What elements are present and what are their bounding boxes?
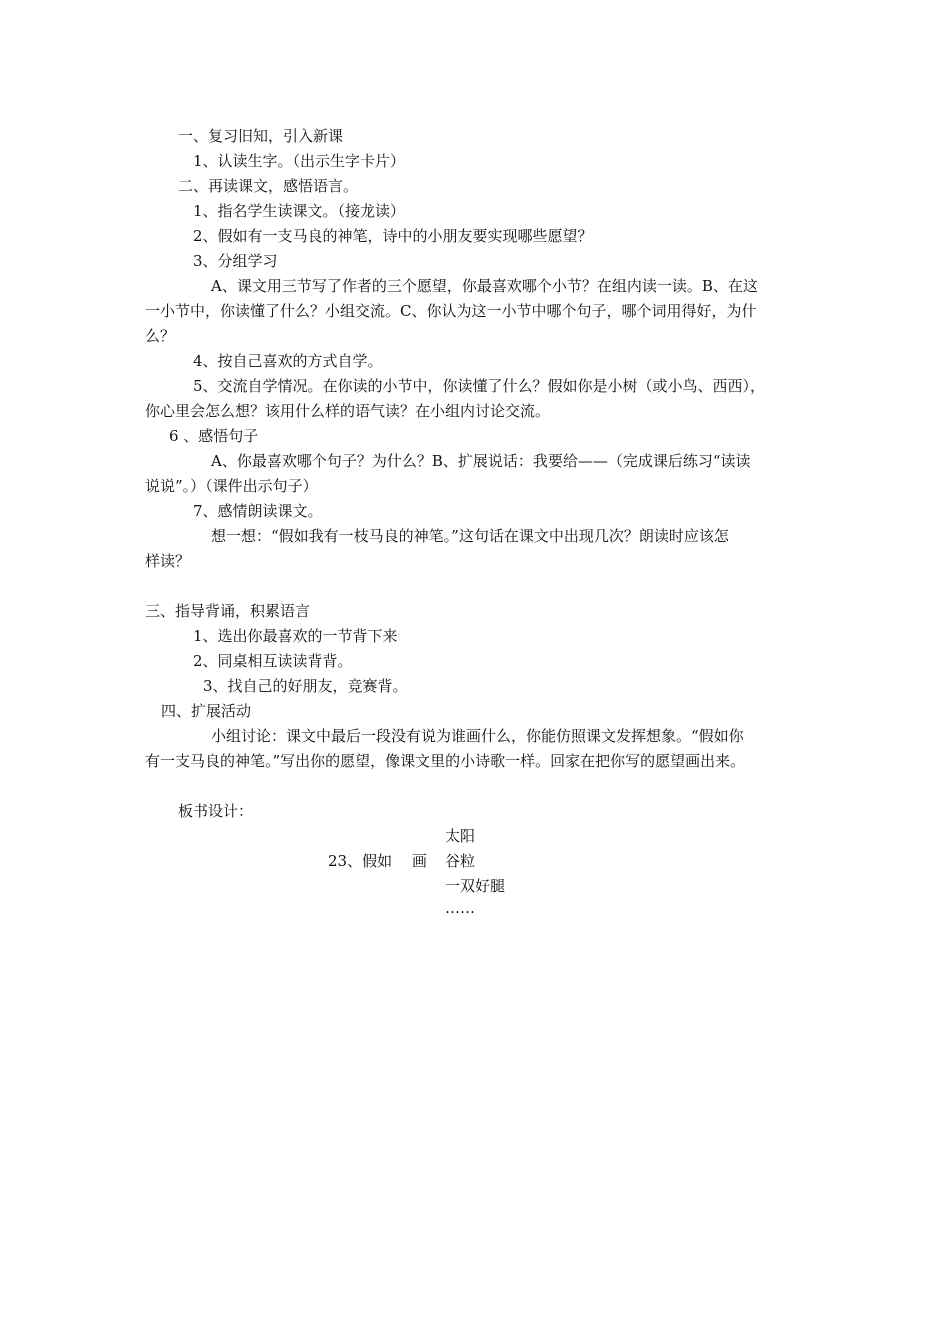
list-item: 2、同桌相互读读背背。 xyxy=(193,652,353,670)
list-item: 3、分组学习 xyxy=(193,252,278,270)
paragraph-line: 一小节中，你读懂了什么？小组交流。C、你认为这一小节中哪个句子，哪个词用得好，为什 xyxy=(145,302,757,320)
section-2-heading: 二、再读课文，感悟语言。 xyxy=(178,177,359,195)
board-item: …… xyxy=(445,899,475,917)
board-design-heading: 板书设计： xyxy=(178,802,254,820)
paragraph-line: 小组讨论：课文中最后一段没有说为谁画什么，你能仿照课文发挥想象。“假如你 xyxy=(211,727,744,745)
paragraph-line: 你心里会怎么想？该用什么样的语气读？在小组内讨论交流。 xyxy=(145,402,551,420)
list-item: 6 、感悟句子 xyxy=(169,427,259,445)
board-verb: 画 xyxy=(412,852,428,870)
board-item: 太阳 xyxy=(445,827,476,845)
list-item: 1、选出你最喜欢的一节背下来 xyxy=(193,627,398,645)
list-item: 1、指名学生读课文。（接龙读） xyxy=(193,202,406,220)
list-item: 3、找自己的好朋友，竞赛背。 xyxy=(203,677,408,695)
list-item: 4、按自己喜欢的方式自学。 xyxy=(193,352,383,370)
section-3-heading: 三、指导背诵，积累语言 xyxy=(145,602,311,620)
section-1-heading: 一、复习旧知，引入新课 xyxy=(178,127,344,145)
paragraph-line: 说说”。）（课件出示句子） xyxy=(145,477,318,495)
paragraph-line: A、你最喜欢哪个句子？为什么？B、扩展说话：我要给——（完成课后练习“读读 xyxy=(211,452,751,470)
board-item: 一双好腿 xyxy=(445,877,506,895)
paragraph-line: A、课文用三节写了作者的三个愿望，你最喜欢哪个小节？在组内读一读。B、在这 xyxy=(211,277,758,295)
section-4-heading: 四、扩展活动 xyxy=(161,702,252,720)
list-item: 2、假如有一支马良的神笔，诗中的小朋友要实现哪些愿望？ xyxy=(193,227,593,245)
list-item: 7、感情朗读课文。 xyxy=(193,502,323,520)
paragraph-line: 样读？ xyxy=(145,552,191,570)
list-item: 1、认读生字。（出示生字卡片） xyxy=(193,152,406,170)
paragraph-line: 5、交流自学情况。在你读的小节中，你读懂了什么？假如你是小树（或小鸟、西西）， xyxy=(193,377,766,395)
paragraph-line: 想一想：“假如我有一枝马良的神笔。”这句话在课文中出现几次？朗读时应该怎 xyxy=(211,527,729,545)
board-title: 23、假如 xyxy=(328,852,393,870)
paragraph-line: 么？ xyxy=(145,327,176,345)
board-item: 谷粒 xyxy=(445,852,476,870)
paragraph-line: 有一支马良的神笔。”写出你的愿望，像课文里的小诗歌一样。回家在把你写的愿望画出来。 xyxy=(145,752,746,770)
